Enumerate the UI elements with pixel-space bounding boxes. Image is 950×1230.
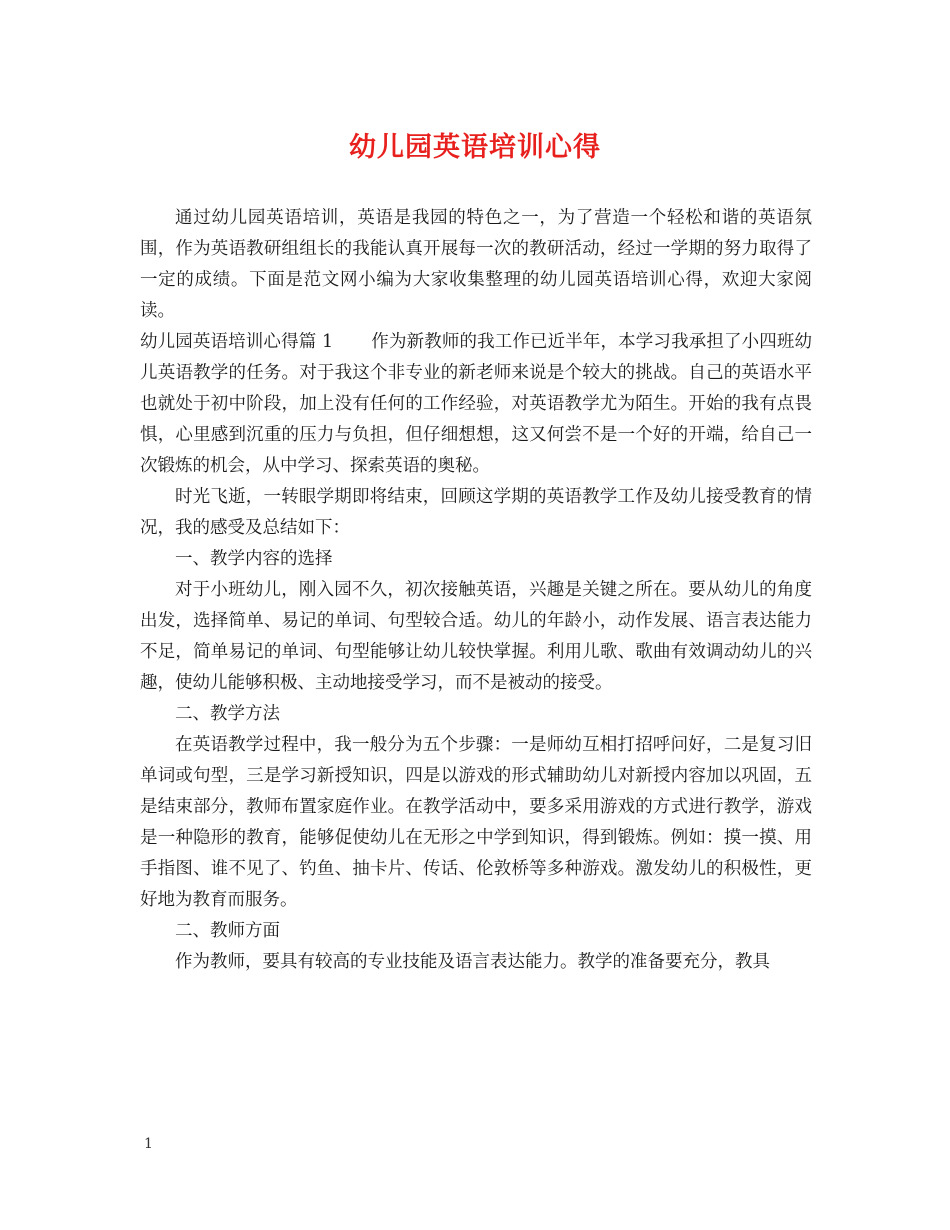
paragraph-teaching-method: 在英语教学过程中，我一般分为五个步骤：一是师幼互相打招呼问好，二是复习旧单词或句型，三是学习新授知识，四是以游戏的形式辅助幼儿对新授内容加以巩固，五是结束部分，教师布置家庭作业。在教学活动中，要多采用游戏的方式进行教学，游戏是一种隐形的教育，能够促使幼儿在无形之中学到知识，得到锻炼。例如：摸一摸、用手指图、谁不见了、钓鱼、抽卡片、传话、伦敦桥等多种游戏。激发幼儿的积极性，更好地为教育而服务。 [140, 735, 812, 910]
article-1-label: 幼儿园英语培训心得篇 1 [140, 332, 334, 352]
paragraph-summary-intro: 时光飞逝，一转眼学期即将结束，回顾这学期的英语教学工作及幼儿接受教育的情况，我的感受及总结如下： [140, 487, 812, 538]
paragraph-content-selection: 对于小班幼儿，刚入园不久，初次接触英语，兴趣是关键之所在。要从幼儿的角度出发，选择简单、易记的单词、句型较合适。幼儿的年龄小，动作发展、语言表达能力不足，简单易记的单词、句型能够让幼儿较快掌握。利用儿歌、歌曲有效调动幼儿的兴趣，使幼儿能够积极、主动地接受学习，而不是被动的接受。 [140, 580, 812, 693]
paragraph-intro: 通过幼儿园英语培训，英语是我园的特色之一，为了营造一个轻松和谐的英语氛围，作为英语教研组组长的我能认真开展每一次的教研活动，经过一学期的努力取得了一定的成绩。下面是范文网小编为大家收集整理的幼儿园英语培训心得，欢迎大家阅读。 [140, 208, 812, 321]
section-heading-teaching-method: 二、教学方法 [175, 704, 280, 724]
paragraph-teacher-aspect: 作为教师，要具有较高的专业技能及语言表达能力。教学的准备要充分，教具 [175, 952, 770, 972]
section-heading-content-selection: 一、教学内容的选择 [175, 549, 333, 569]
document-title: 幼儿园英语培训心得 [349, 132, 601, 163]
document-body [140, 203, 812, 978]
paragraph-article-1 [140, 327, 812, 482]
page-number: 1 [144, 1136, 153, 1152]
article-1-body: 作为新教师的我工作已近半年，本学习我承担了小四班幼儿英语教学的任务。对于我这个非专业的新老师来说是个较大的挑战。自己的英语水平也就处于初中阶段，加上没有任何的工作经验，对英语教学尤为陌生。开始的我有点畏惧，心里感到沉重的压力与负担，但仔细想想，这又何尝不是一个好的开端，给自己一次锻炼的机会，从中学习、探索英语的奥秘。 [140, 332, 813, 476]
section-heading-teacher-aspect: 二、教师方面 [175, 921, 280, 941]
